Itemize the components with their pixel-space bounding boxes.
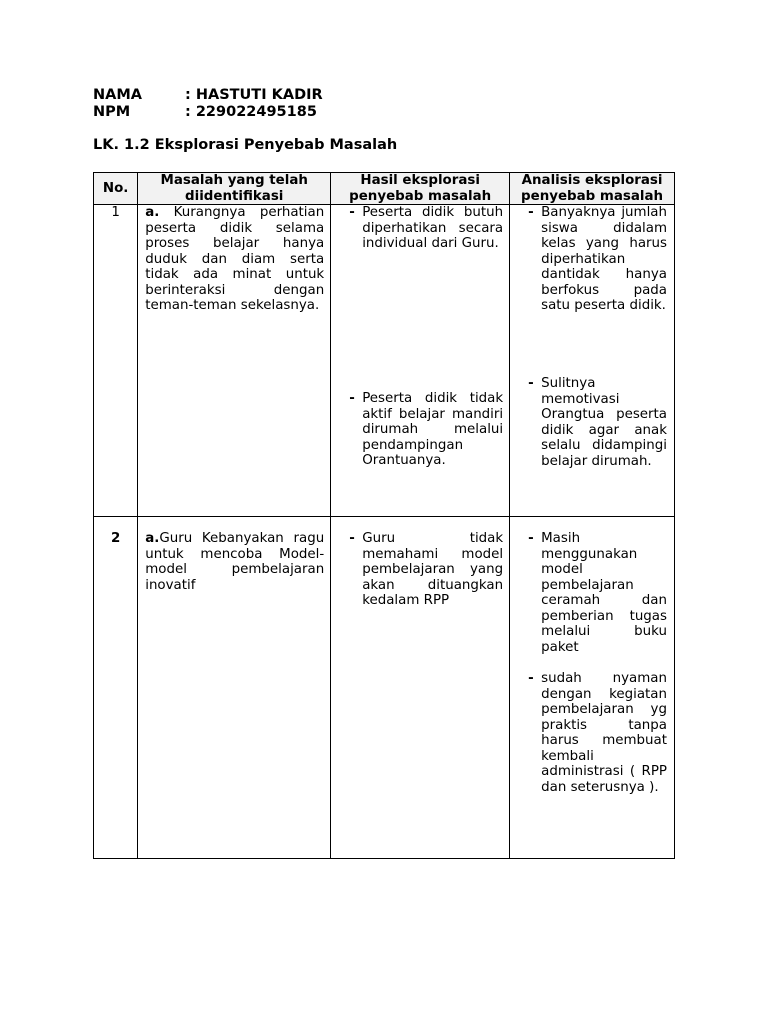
masalah-text: Guru Kebanyakan ragu untuk mencoba Model-model pembelajaran inovatif <box>145 531 325 593</box>
hasil-item: Guru tidak memahami model pembelajaran yang akan dituangkan kedalam RPP <box>362 531 504 608</box>
list-item <box>331 205 509 391</box>
nama-row <box>93 87 323 104</box>
masalah-text: Kurangnya perhatian peserta didik selama proses belajar hanya duduk dan diam serta tidak ada minat untuk berinteraksi dengan teman-teman sekelasnya. <box>145 205 325 313</box>
analisis-cell <box>510 517 675 859</box>
npm-row <box>93 104 317 121</box>
exploration-table <box>93 172 675 859</box>
hasil-cell <box>331 517 510 859</box>
list-item <box>510 671 674 795</box>
bullet-dash: - <box>528 376 534 391</box>
nama-label: NAMA <box>93 87 143 103</box>
bullet-dash: - <box>349 205 355 220</box>
header-no: No. <box>94 173 138 205</box>
list-item <box>510 205 674 376</box>
list-item <box>510 531 674 671</box>
analisis-item: sudah nyaman dengan kegiatan pembelajaran yg praktis tanpa harus membuat kembali administrasi ( RPP dan seterusnya ). <box>541 671 667 795</box>
table-row <box>94 205 675 517</box>
list-item <box>510 376 674 469</box>
hasil-item: Peserta didik butuh diperhatikan secara individual dari Guru. <box>362 205 504 251</box>
hasil-cell <box>331 205 510 517</box>
masalah-cell <box>138 205 331 517</box>
bullet-dash: - <box>528 205 534 220</box>
npm-value: : 229022495185 <box>185 104 317 120</box>
row-number: 1 <box>94 205 138 517</box>
row-number: 2 <box>94 517 138 859</box>
document-title: LK. 1.2 Eksplorasi Penyebab Masalah <box>93 137 398 153</box>
analisis-item: Sulitnya memotivasi Orangtua peserta didik agar anak selalu didampingi belajar dirumah. <box>541 376 667 469</box>
table-row <box>94 517 675 859</box>
bullet-dash: - <box>528 671 534 686</box>
hasil-item: Peserta didik tidak aktif belajar mandiri dirumah melalui pendampingan Orantuanya. <box>362 391 504 468</box>
npm-label: NPM <box>93 104 131 120</box>
list-item <box>331 391 509 469</box>
analisis-item: Banyaknya jumlah siswa didalam kelas yang harus diperhatikan dantidak hanya berfokus pada satu peserta didik. <box>541 205 667 313</box>
nama-value: : HASTUTI KADIR <box>185 87 323 103</box>
bullet-dash: - <box>349 531 355 546</box>
masalah-cell <box>138 517 331 859</box>
masalah-prefix: a. <box>145 205 160 220</box>
header-hasil: Hasil eksplorasi penyebab masalah <box>331 173 510 205</box>
list-item <box>331 531 509 609</box>
table-header-row <box>94 173 675 205</box>
analisis-item: Masih menggunakan model pembelajaran ceramah dan pemberian tugas melalui buku paket <box>541 531 667 655</box>
masalah-prefix: a. <box>145 531 160 546</box>
analisis-cell <box>510 205 675 517</box>
header-masalah: Masalah yang telah diidentifikasi <box>138 173 331 205</box>
header-analisis: Analisis eksplorasi penyebab masalah <box>510 173 675 205</box>
bullet-dash: - <box>349 391 355 406</box>
bullet-dash: - <box>528 531 534 546</box>
